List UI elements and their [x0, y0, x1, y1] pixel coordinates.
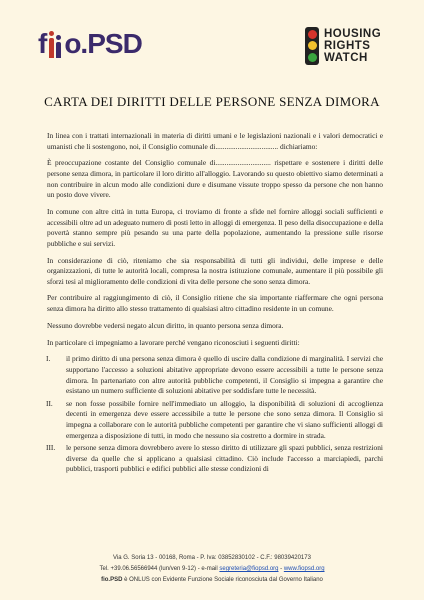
footer-address: Via G. Soria 13 - 00168, Roma - P. Iva: 03852830102 - C.F.: 98039420173: [113, 555, 311, 561]
people-icon: [47, 30, 63, 58]
list-item: [47, 354, 383, 396]
fiopsd-logo: [38, 30, 142, 58]
website-link[interactable]: www.fiopsd.org: [283, 566, 325, 572]
paragraph: È preoccupazione costante del Consiglio comunale di.............................. rispettare e sostenere i diritti delle persone senza dimora, in particolare il loro diritto all'alloggio. Lavorando su questo obiettivo siamo determinati a non contribuire in alcun modo alle condizioni dure e disumane vissute troppo spesso da persone che non hanno un posto dove vivere.: [47, 158, 383, 200]
paragraph: In comune con altre città in tutta Europa, ci troviamo di fronte a sfide nel fornire alloggi sociali sufficienti e accessibili oltre ad un adeguato numero di posti letto in alloggi di emergenza. Il peso della disoccupazione e della povertà stanno sempre più pesando su una parte della popolazione, aumentando la pressione sulle risorse pubbliche e sui servizi.: [47, 206, 383, 248]
footer-status-text: è ONLUS con Evidente Funzione Sociale riconosciuta dal Governo Italiano: [122, 577, 323, 583]
footer-status: [0, 575, 424, 586]
paragraph: Per contribuire al raggiungimento di ciò, il Consiglio ritiene che sia importante riaffermare che ogni persona senza dimora ha diritto allo stesso trattamento di qualsiasi altro cittadino residente in un comune.: [47, 293, 383, 314]
hrw-wordmark: [324, 28, 381, 64]
list-number: III.: [46, 443, 56, 453]
footer-org-name: fio.PSD: [101, 577, 123, 583]
traffic-light-yellow: [308, 41, 317, 50]
hrw-line: RIGHTS: [324, 40, 371, 52]
rights-list: [47, 354, 383, 475]
paragraph: In considerazione di ciò, riteniamo che sia responsabilità di tutti gli individui, delle imprese e delle organizzazioni, di tutte le autorità locali, compresa la nostra istituzione comunale, aumentare il più possibile gli sforzi tesi al miglioramento delle condizioni di vita delle persone che sono senza dimora.: [47, 255, 383, 286]
logo-suffix: o.PSD: [64, 28, 142, 59]
page-footer: [0, 553, 424, 586]
list-number: I.: [46, 354, 51, 364]
paragraph: Nessuno dovrebbe vedersi negato alcun diritto, in quanto persona senza dimora.: [47, 320, 284, 330]
traffic-light-green: [308, 53, 317, 62]
footer-phone: Tel. +39.06.56566944 (lun/ven 9-12) - e-mail: [99, 566, 220, 572]
footer-contacts: [0, 564, 424, 575]
email-link[interactable]: segreteria@fiopsd.org: [219, 566, 279, 572]
list-number: II.: [46, 398, 53, 408]
traffic-light-red: [308, 30, 317, 39]
footer-separator: -: [278, 566, 284, 572]
document-body: [47, 131, 383, 477]
paragraph: In particolare ci impegniamo a lavorare perché vengano riconosciuti i seguenti diritti:: [47, 337, 300, 347]
document-title: CARTA DEI DIRITTI DELLE PERSONE SENZA DIMORA: [44, 94, 380, 109]
list-text: le persone senza dimora dovrebbero avere lo stesso diritto di utilizzare gli spazi pubblici, senza restrizioni diverse da quelle che si applicano a qualsiasi cittadino. Ciò include l'accesso a marciapiedi, parchi pubblici, trasporti pubblici e edifici pubblici alle stesse condizioni di: [66, 443, 383, 474]
housing-rights-watch-logo: [305, 27, 381, 65]
list-item: [47, 399, 383, 441]
list-text: il primo diritto di una persona senza dimora è quello di uscire dalla condizione di marginalità. I servizi che supportano l'accesso a soluzioni abitative appropriate devono essere accessibili a tutte le persone senza dimora. In partenariato con altre autorità pubbliche competenti, il Consiglio si impegna a garantire che esistano un numero sufficiente di soluzioni abitative per soddisfare tutte le necessità.: [66, 354, 383, 396]
logo-prefix: f: [38, 28, 47, 59]
traffic-light-icon: [305, 27, 319, 65]
list-item: [47, 443, 383, 475]
hrw-line: WATCH: [324, 52, 368, 64]
paragraph: In linea con i trattati internazionali in materia di diritti umani e le legislazioni nazionali e i valori democratici e umanisti che li sostengono, noi, il Consiglio comunale di.................................. dichiariamo:: [47, 131, 383, 151]
list-text: se non fosse possibile fornire nell'immediato un alloggio, la disponibilità di soluzioni di accoglienza decenti in emergenza deve essere accessibile a tutte le persone che sono senza dimora. Il Consiglio si impegna a collaborare con le autorità pubbliche competenti per garantire che vi siano sufficienti alloggi di emergenza a disposizione di tutti, in modo che nessuno sia costretto a dormire in strada.: [66, 398, 383, 440]
hrw-line: HOUSING: [324, 28, 382, 40]
